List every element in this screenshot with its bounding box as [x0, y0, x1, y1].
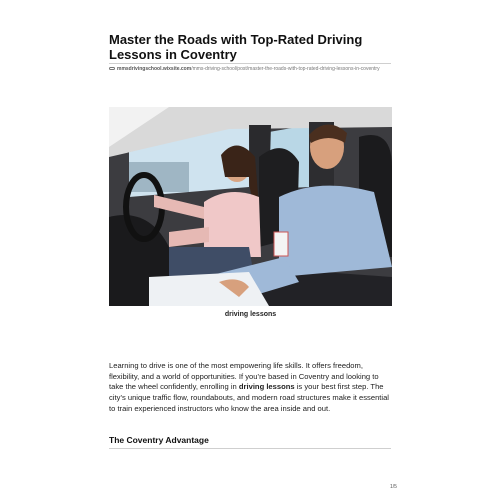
image-caption: driving lessons	[224, 311, 277, 318]
page-number: 1/5	[390, 484, 397, 490]
url-path[interactable]: /mms-driving-school/post/master-the-roads-with-top-rated-driving-lessons-in-coventry	[191, 66, 380, 72]
section-heading: The Coventry Advantage	[109, 435, 209, 445]
section-divider	[109, 448, 391, 449]
url-domain[interactable]: mmsdrivingschool.wixsite.com	[117, 66, 192, 72]
title-divider	[109, 63, 391, 64]
paragraph-text-b: is your best first step. The city’s unique traffic flow, roundabouts, and modern road structures make it essential to train experienced instructors who know the area inside and out.	[109, 382, 389, 413]
paragraph-bold-link: driving lessons	[238, 382, 295, 392]
article-photo	[109, 107, 392, 306]
link-icon	[109, 67, 115, 70]
paragraph-text-a: Learning to drive is one of the most empowering life skills. It offers freedom, flexibility, and a world of opportunities. If you’re based in Coventry and looking to take the wheel confidently, enrolling in	[109, 361, 379, 392]
driving-lesson-photo	[109, 107, 392, 306]
source-url[interactable]	[109, 66, 391, 73]
article-title: Master the Roads with Top-Rated Driving Lessons in Coventry	[109, 32, 363, 62]
intro-paragraph	[109, 361, 394, 415]
